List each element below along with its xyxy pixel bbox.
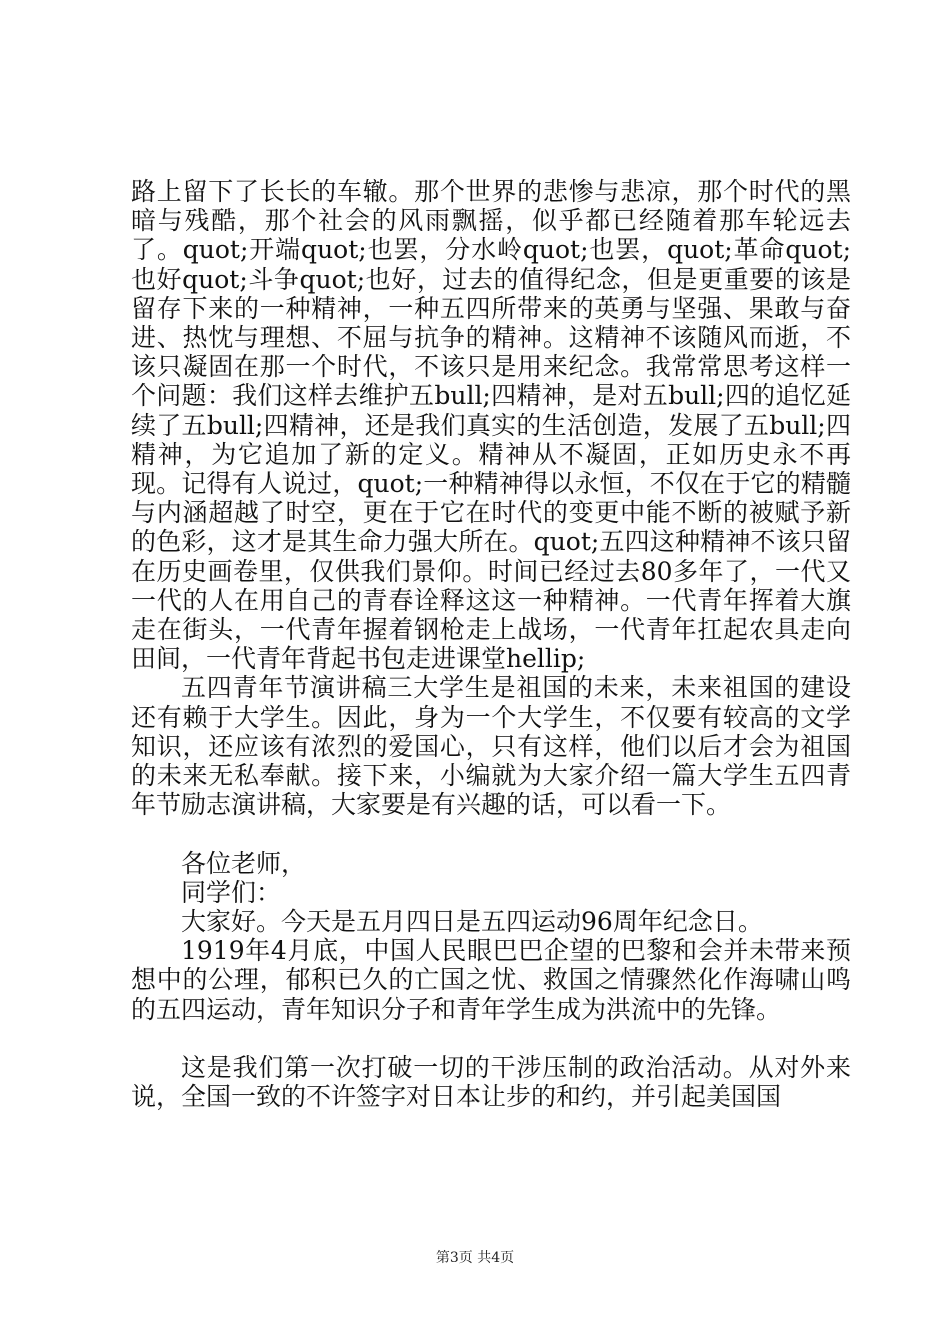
paragraph-1: 路上留下了长长的车辙。那个世界的悲惨与悲凉，那个时代的黑暗与残酷，那个社会的风雨飘摇，似乎都已经随着那车轮远去了。quot;开端quot;也罢，分水岭quot;也罢，quot;革命quot;也好quot;斗争quot;也好，过去的值得纪念，但是更重要的该是留存下来的一种精神，一种五四所带来的英勇与坚强、果敢与奋进、热忱与理想、不屈与抗争的精神。这精神不该随风而逝，不该只凝固在那一个时代，不该只是用来纪念。我常常思考这样一个问题：我们这样去维护五bull;四精神，是对五bull;四的追忆延续了五bull;四精神，还是我们真实的生活创造，发展了五bull;四精神，为它追加了新的定义。精神从不凝固，正如历史永不再现。记得有人说过，quot;一种精神得以永恒，不仅在于它的精髓与内涵超越了时空，更在于它在时代的变更中能不断的被赋予新的色彩，这才是其生命力强大所在。quot;五四这种精神不该只留在历史画卷里，仅供我们景仰。时间已经过去80多年了，一代又一代的人在用自己的青春诠释这这一种精神。一代青年挥着大旗走在街头，一代青年握着钢枪走上战场，一代青年扛起农具走向田间，一代青年背起书包走进课堂hellip; [131,177,851,674]
greeting-line: 大家好。今天是五月四日是五四运动96周年纪念日。 [181,907,763,937]
paragraph-history: 1919年4月底，中国人民眼巴巴企望的巴黎和会并未带来预想中的公理，郁积已久的亡国之忧、救国之情骤然化作海啸山鸣的五四运动，青年知识分子和青年学生成为洪流中的先锋。 [131,936,851,1024]
document-body [131,177,851,1111]
salutation-teachers: 各位老师， [181,848,307,878]
paragraph-gap [131,1024,851,1053]
page-number-footer: 第3页 共4页 [435,1250,515,1266]
paragraph-2: 五四青年节演讲稿三大学生是祖国的未来，未来祖国的建设还有赖于大学生。因此，身为一个大学生，不仅要有较高的文学知识，还应该有浓烈的爱国心，只有这样，他们以后才会为祖国的未来无私奉献。接下来，小编就为大家介绍一篇大学生五四青年节励志演讲稿，大家要是有兴趣的话，可以看一下。 [131,673,851,820]
paragraph-gap [131,819,851,848]
salutation-students: 同学们： [181,877,282,907]
paragraph-politics: 这是我们第一次打破一切的干涉压制的政治活动。从对外来说，全国一致的不许签字对日本让步的和约，并引起美国国 [131,1053,851,1112]
